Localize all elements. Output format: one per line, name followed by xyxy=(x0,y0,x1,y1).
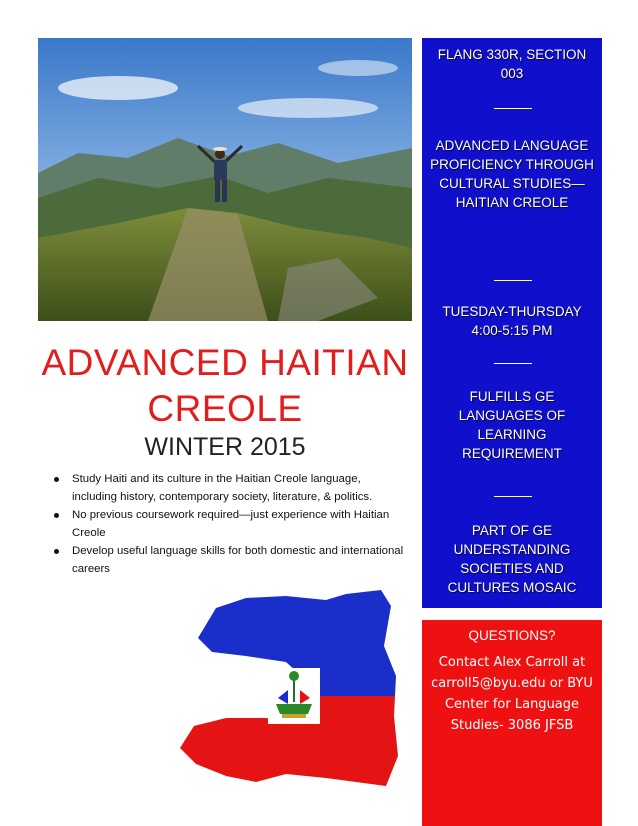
bullet-icon xyxy=(54,549,59,554)
divider xyxy=(494,496,532,497)
questions-heading: QUESTIONS? xyxy=(468,628,556,643)
course-info-panel xyxy=(422,38,602,608)
page-title: ADVANCED HAITIAN CREOLE xyxy=(41,342,409,429)
divider xyxy=(494,363,532,364)
contact-info: Contact Alex Carroll at carroll5@byu.edu or BYU Center for Language Studies- 3086 JFSB xyxy=(431,655,593,733)
page-subtitle: WINTER 2015 xyxy=(144,433,306,461)
hero-photo xyxy=(38,38,412,321)
bullet-list xyxy=(48,470,408,578)
divider xyxy=(494,108,532,109)
bullet-icon xyxy=(54,513,59,518)
ge-requirement: FULFILLS GE LANGUAGES OF LEARNING REQUIREMENT xyxy=(458,389,566,461)
bullet-icon xyxy=(54,477,59,482)
ge-mosaic: PART OF GE UNDERSTANDING SOCIETIES AND CULTURES MOSAIC xyxy=(447,523,577,595)
bullet-text: Study Haiti and its culture in the Haitian Creole language, including history, contemporary society, literature, & politics. xyxy=(72,473,373,503)
list-item xyxy=(48,506,408,542)
list-item xyxy=(48,542,408,578)
bullet-text: Develop useful language skills for both domestic and international careers xyxy=(72,545,404,575)
bullet-text: No previous coursework required—just experience with Haitian Creole xyxy=(72,509,390,539)
haiti-flag-map xyxy=(176,586,420,806)
divider xyxy=(494,280,532,281)
course-code: FLANG 330R, SECTION 003 xyxy=(437,47,587,81)
questions-panel xyxy=(422,620,602,826)
course-schedule: TUESDAY-THURSDAY 4:00-5:15 PM xyxy=(442,304,582,338)
list-item xyxy=(48,470,408,506)
course-title: ADVANCED LANGUAGE PROFICIENCY THROUGH CULTURAL STUDIES—HAITIAN CREOLE xyxy=(430,138,594,210)
